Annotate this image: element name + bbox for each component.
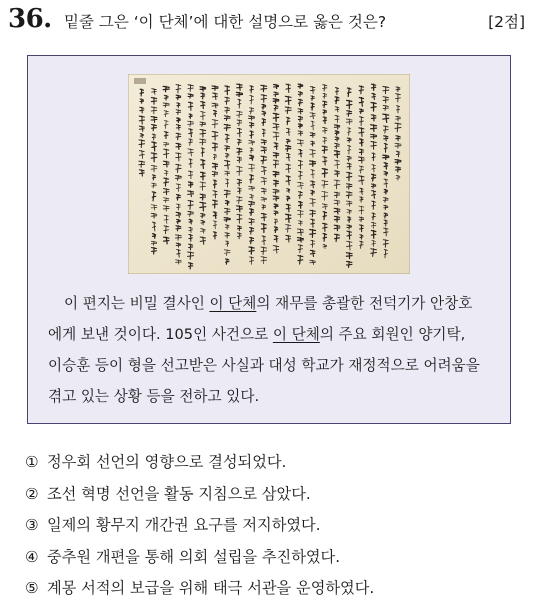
option-text: 중추원 개편을 통해 의회 설립을 추진하였다. [47,547,341,566]
option-marker: ① [25,453,39,471]
passage-text: 에게 보낸 것이다. 105인 사건으로 [48,326,273,343]
handwritten-letter-image [128,74,410,274]
answer-options [25,447,374,605]
question-header [8,4,529,38]
option-text: 조선 혁명 선언을 활동 지침으로 삼았다. [47,484,311,503]
passage [48,288,498,412]
passage-line [48,288,498,319]
option-text: 계몽 서적의 보급을 위해 태극 서관을 운영하였다. [47,579,375,597]
question-text: 밑줄 그은 ‘이 단체’에 대한 설명으로 옳은 것은? [64,13,387,31]
passage-text: 이 편지는 비밀 결사인 [64,295,210,312]
option-5[interactable] [25,573,374,605]
underlined-term: 이 단체 [209,295,257,312]
underlined-term: 이 단체 [272,326,320,343]
passage-line: 겪고 있는 상황 등을 전하고 있다. [48,388,260,405]
option-text: 일제의 황무지 개간권 요구를 저지하였다. [47,516,321,534]
option-1[interactable] [25,447,374,479]
option-4[interactable] [25,542,374,574]
passage-text: 의 주요 회원인 양기탁, [319,326,466,343]
passage-text: 의 재무를 총괄한 전덕기가 안창호 [256,295,473,312]
option-2[interactable] [25,479,374,511]
option-marker: ⑤ [25,579,39,597]
option-marker: ② [25,484,39,503]
source-box [27,55,511,424]
option-3[interactable] [25,510,374,542]
option-marker: ④ [25,547,39,566]
option-marker: ③ [25,516,39,534]
option-text: 정우회 선언의 영향으로 결성되었다. [47,453,287,471]
question-number: 36. [8,4,52,34]
passage-line [48,319,498,350]
passage-line: 이승훈 등이 형을 선고받은 사실과 대성 학교가 재정적으로 어려움을 [48,357,480,374]
question-score: [2점] [488,13,525,31]
